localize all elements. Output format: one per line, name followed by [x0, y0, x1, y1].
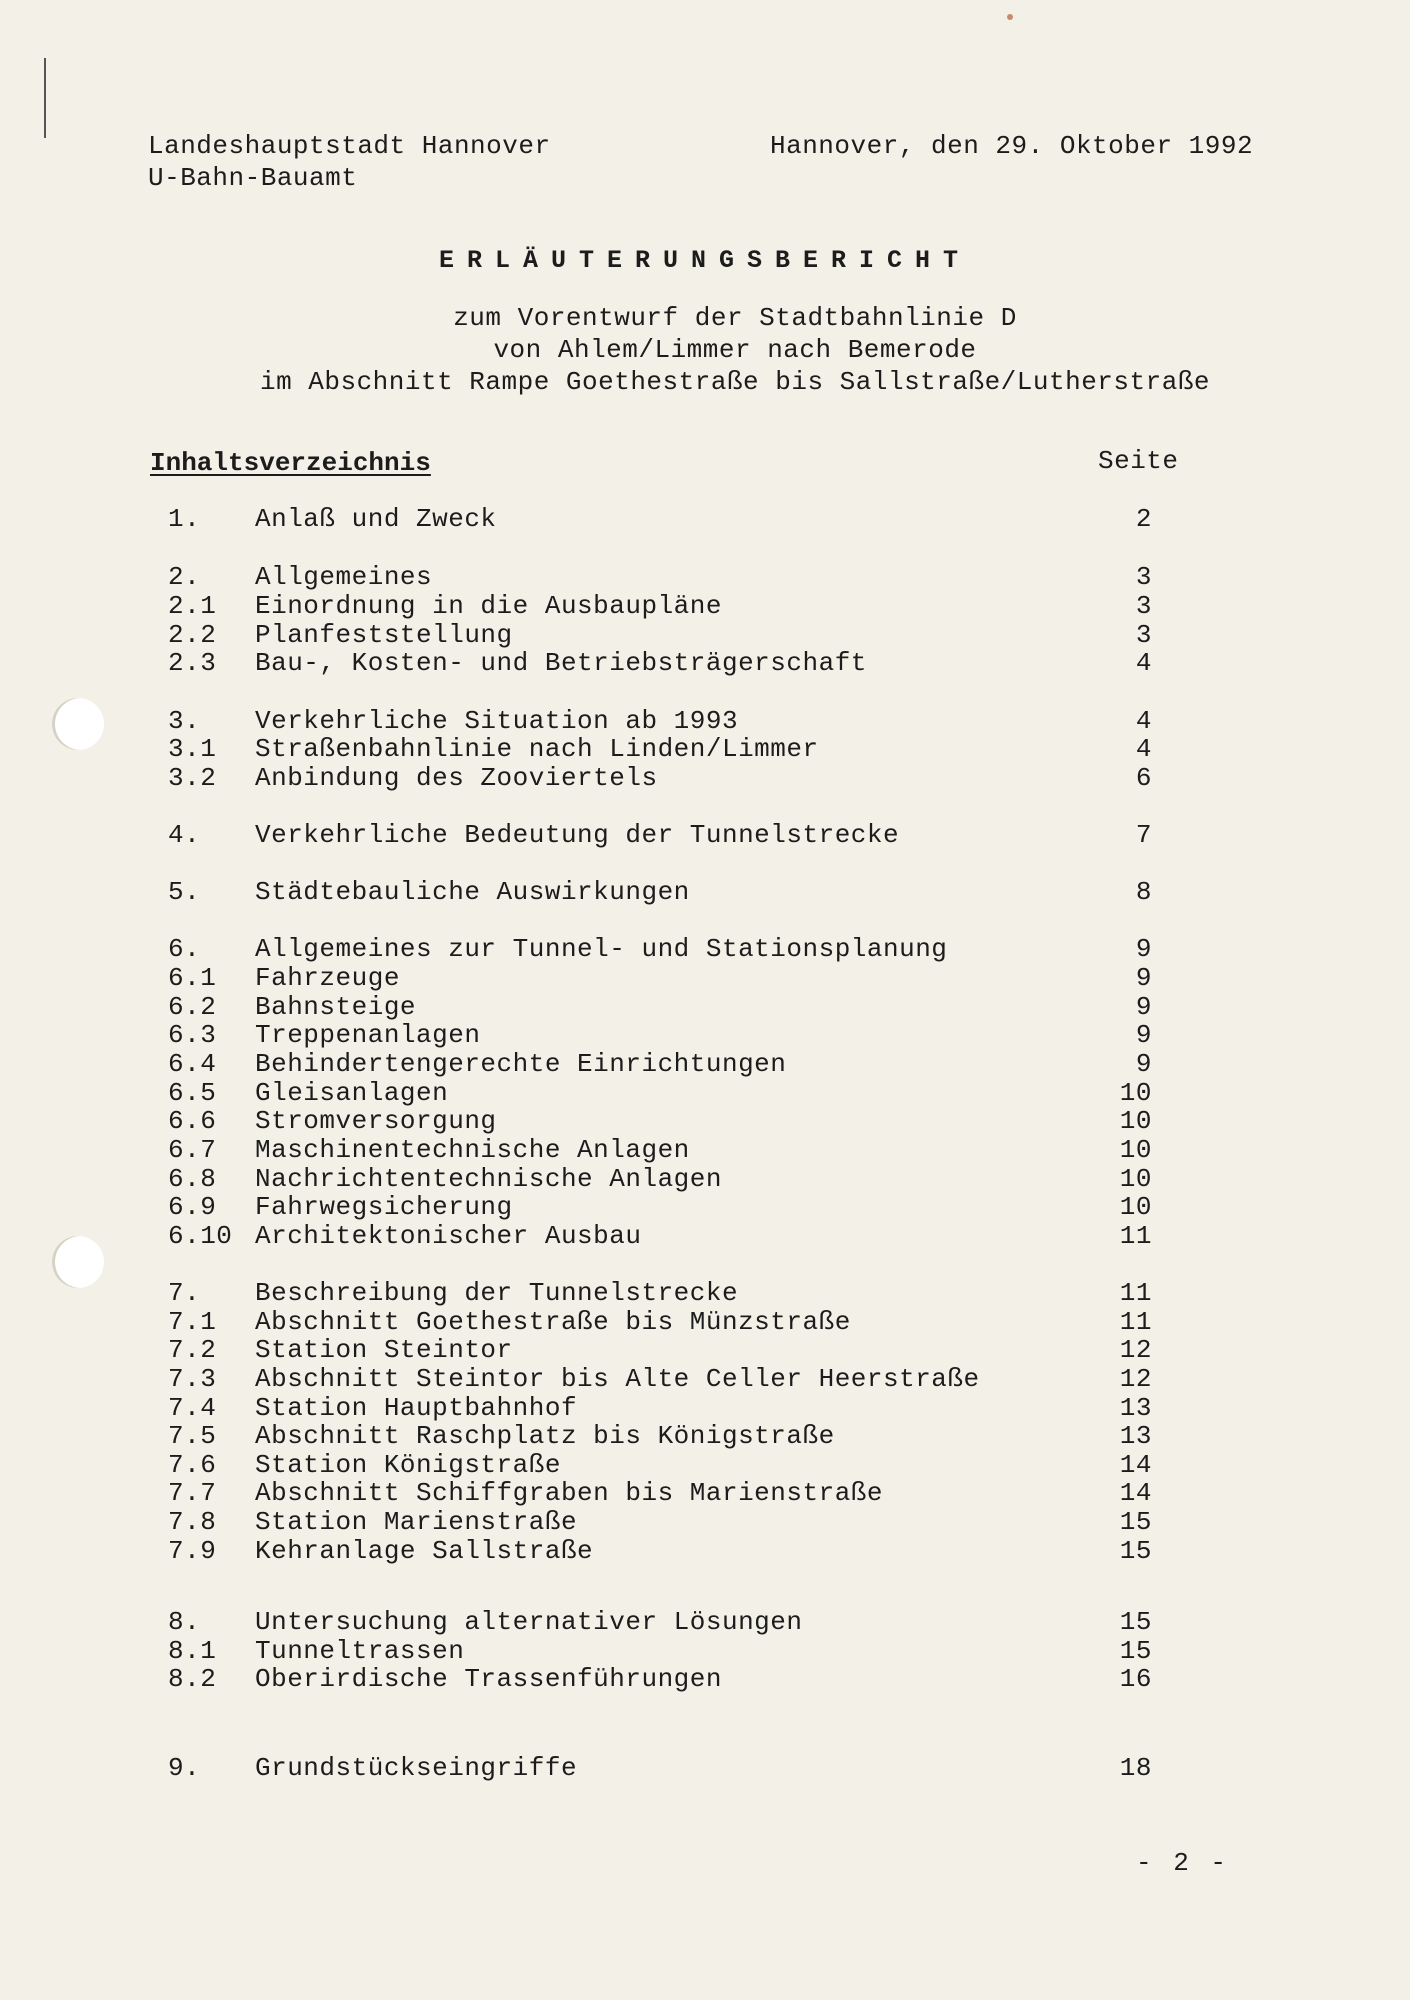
toc-entry	[0, 1335, 1410, 1365]
toc-entry-label: Bahnsteige	[255, 992, 417, 1022]
toc-entry-label: Untersuchung alternativer Lösungen	[255, 1607, 803, 1637]
toc-entry-number: 6.4	[168, 1049, 217, 1079]
toc-entry-number: 1.	[168, 504, 201, 534]
toc-entry-number: 6.10	[168, 1221, 233, 1251]
toc-entry	[0, 1536, 1410, 1566]
toc-entry-number: 7.1	[168, 1307, 217, 1337]
toc-entry-number: 7.6	[168, 1450, 217, 1480]
sender-line-2: U-Bahn-Bauamt	[148, 163, 358, 193]
toc-entry-number: 5.	[168, 877, 201, 907]
sender-block	[148, 130, 551, 194]
toc-entry-number: 3.1	[168, 734, 217, 764]
toc-entry-number: 6.1	[168, 963, 217, 993]
toc-entry-number: 6.5	[168, 1078, 217, 1108]
toc-entry-page: 13	[1119, 1421, 1152, 1451]
toc-entry	[0, 1664, 1410, 1694]
toc-entry-label: Nachrichtentechnische Anlagen	[255, 1164, 722, 1194]
toc-entry-label: Abschnitt Goethestraße bis Münzstraße	[255, 1307, 851, 1337]
toc-entry-page: 16	[1119, 1664, 1152, 1694]
subtitle-line-1: zum Vorentwurf der Stadtbahnlinie D	[453, 303, 1017, 333]
toc-entry-label: Städtebauliche Auswirkungen	[255, 877, 690, 907]
toc-entry	[0, 591, 1410, 621]
toc-entry-number: 6.8	[168, 1164, 217, 1194]
toc-entry-page: 14	[1119, 1478, 1152, 1508]
toc-entry-page: 7	[1135, 820, 1152, 850]
toc-entry	[0, 1421, 1410, 1451]
toc-entry-page: 15	[1119, 1636, 1152, 1666]
toc-entry	[0, 1106, 1410, 1136]
edge-mark	[44, 58, 46, 138]
toc-entry	[0, 1078, 1410, 1108]
toc-entry-label: Treppenanlagen	[255, 1020, 481, 1050]
toc-entry-number: 7.9	[168, 1536, 217, 1566]
toc-entry	[0, 1507, 1410, 1537]
toc-entry	[0, 992, 1410, 1022]
toc-entry-page: 13	[1119, 1393, 1152, 1423]
toc-entry-page: 11	[1119, 1307, 1152, 1337]
toc-entry-label: Abschnitt Steintor bis Alte Celler Heerstraße	[255, 1364, 980, 1394]
toc-entry-label: Architektonischer Ausbau	[255, 1221, 642, 1251]
toc-entry	[0, 562, 1410, 592]
toc-entry-number: 4.	[168, 820, 201, 850]
toc-page-column-heading: Seite	[1098, 446, 1179, 476]
toc-entry	[0, 648, 1410, 678]
toc-entry-number: 3.	[168, 706, 201, 736]
toc-entry-label: Straßenbahnlinie nach Linden/Limmer	[255, 734, 819, 764]
toc-entry-page: 14	[1119, 1450, 1152, 1480]
toc-entry-page: 9	[1135, 934, 1152, 964]
toc-entry	[0, 1753, 1410, 1783]
toc-entry	[0, 1192, 1410, 1222]
toc-entry-label: Gleisanlagen	[255, 1078, 449, 1108]
toc-entry-label: Allgemeines	[255, 562, 433, 592]
toc-entry-number: 8.	[168, 1607, 201, 1637]
toc-entry	[0, 1450, 1410, 1480]
toc-entry-label: Station Königstraße	[255, 1450, 561, 1480]
page-number-marker: - 2 -	[1136, 1848, 1230, 1878]
toc-entry-number: 6.	[168, 934, 201, 964]
toc-entry-page: 11	[1119, 1221, 1152, 1251]
toc-entry	[0, 504, 1410, 534]
subtitle-line-3: im Abschnitt Rampe Goethestraße bis Sallstraße/Lutherstraße	[259, 367, 1211, 397]
toc-entry	[0, 820, 1410, 850]
toc-entry-page: 15	[1119, 1507, 1152, 1537]
toc-entry-label: Stromversorgung	[255, 1106, 497, 1136]
toc-entry-number: 2.3	[168, 648, 217, 678]
toc-entry-number: 7.4	[168, 1393, 217, 1423]
toc-entry-number: 6.2	[168, 992, 217, 1022]
toc-entry	[0, 1307, 1410, 1337]
toc-entry-label: Grundstückseingriffe	[255, 1753, 578, 1783]
toc-entry-label: Beschreibung der Tunnelstrecke	[255, 1278, 739, 1308]
toc-entry-page: 10	[1119, 1164, 1152, 1194]
toc-entry-number: 2.	[168, 562, 201, 592]
toc-entry	[0, 1607, 1410, 1637]
toc-entry-page: 4	[1135, 706, 1152, 736]
toc-entry-page: 3	[1135, 591, 1152, 621]
toc-entry-label: Oberirdische Trassenführungen	[255, 1664, 722, 1694]
toc-entry	[0, 1636, 1410, 1666]
toc-entry	[0, 734, 1410, 764]
toc-entry-page: 9	[1135, 1049, 1152, 1079]
toc-entry-page: 18	[1119, 1753, 1152, 1783]
document-title: ERLÄUTERUNGSBERICHT	[438, 246, 972, 275]
toc-entry-number: 7.	[168, 1278, 201, 1308]
toc-entry-page: 8	[1135, 877, 1152, 907]
toc-entry-number: 2.1	[168, 591, 217, 621]
toc-entry	[0, 620, 1410, 650]
toc-entry	[0, 963, 1410, 993]
toc-entry-label: Abschnitt Schiffgraben bis Marienstraße	[255, 1478, 883, 1508]
toc-entry-number: 6.6	[168, 1106, 217, 1136]
toc-entry-page: 6	[1135, 763, 1152, 793]
toc-entry	[0, 1364, 1410, 1394]
toc-entry-label: Station Marienstraße	[255, 1507, 578, 1537]
toc-entry-page: 10	[1119, 1135, 1152, 1165]
toc-entry-label: Maschinentechnische Anlagen	[255, 1135, 690, 1165]
toc-entry-number: 7.8	[168, 1507, 217, 1537]
toc-entry-number: 7.3	[168, 1364, 217, 1394]
toc-entry-number: 9.	[168, 1753, 201, 1783]
toc-entry-page: 4	[1135, 648, 1152, 678]
toc-entry-label: Einordnung in die Ausbaupläne	[255, 591, 722, 621]
toc-entry-number: 7.2	[168, 1335, 217, 1365]
toc-entry-page: 9	[1135, 992, 1152, 1022]
toc-entry-number: 6.7	[168, 1135, 217, 1165]
toc-entry-page: 10	[1119, 1078, 1152, 1108]
toc-entry	[0, 1049, 1410, 1079]
toc-entry-label: Kehranlage Sallstraße	[255, 1536, 594, 1566]
toc-entry-page: 2	[1135, 504, 1152, 534]
toc-entry-label: Tunneltrassen	[255, 1636, 465, 1666]
toc-entry	[0, 1278, 1410, 1308]
toc-entry-page: 10	[1119, 1106, 1152, 1136]
toc-entry	[0, 1164, 1410, 1194]
toc-entry-label: Station Steintor	[255, 1335, 513, 1365]
toc-entry-label: Verkehrliche Bedeutung der Tunnelstrecke	[255, 820, 900, 850]
toc-entry-number: 3.2	[168, 763, 217, 793]
toc-entry-page: 10	[1119, 1192, 1152, 1222]
toc-entry	[0, 934, 1410, 964]
toc-entry-page: 12	[1119, 1364, 1152, 1394]
toc-entry-label: Station Hauptbahnhof	[255, 1393, 578, 1423]
toc-entry-page: 12	[1119, 1335, 1152, 1365]
toc-entry-number: 8.2	[168, 1664, 217, 1694]
toc-entry-label: Bau-, Kosten- und Betriebsträgerschaft	[255, 648, 867, 678]
toc-entry	[0, 1135, 1410, 1165]
toc-entry-page: 4	[1135, 734, 1152, 764]
toc-entry-number: 6.3	[168, 1020, 217, 1050]
toc-entry-page: 3	[1135, 562, 1152, 592]
subtitle-line-2: von Ahlem/Limmer nach Bemerode	[493, 335, 977, 365]
toc-entry	[0, 1020, 1410, 1050]
toc-entry-page: 15	[1119, 1536, 1152, 1566]
toc-entry-number: 7.5	[168, 1421, 217, 1451]
toc-entry	[0, 877, 1410, 907]
toc-entry-label: Verkehrliche Situation ab 1993	[255, 706, 739, 736]
toc-entry-label: Fahrwegsicherung	[255, 1192, 513, 1222]
toc-entry	[0, 763, 1410, 793]
toc-entry-number: 7.7	[168, 1478, 217, 1508]
toc-entry-page: 9	[1135, 1020, 1152, 1050]
document-subtitle	[180, 302, 1290, 398]
toc-entry	[0, 1221, 1410, 1251]
toc-entry-page: 15	[1119, 1607, 1152, 1637]
toc-entry-page: 3	[1135, 620, 1152, 650]
toc-entry-label: Allgemeines zur Tunnel- und Stationsplanung	[255, 934, 948, 964]
stain-dot	[1007, 14, 1013, 20]
sender-line-1: Landeshauptstadt Hannover	[148, 131, 551, 161]
toc-heading: Inhaltsverzeichnis	[150, 448, 431, 478]
toc-entry-page: 11	[1119, 1278, 1152, 1308]
toc-entry	[0, 1478, 1410, 1508]
document-date: Hannover, den 29. Oktober 1992	[770, 131, 1254, 161]
toc-entry-label: Behindertengerechte Einrichtungen	[255, 1049, 787, 1079]
toc-entry-label: Planfeststellung	[255, 620, 513, 650]
toc-entry-label: Anbindung des Zooviertels	[255, 763, 658, 793]
toc-entry-label: Anlaß und Zweck	[255, 504, 497, 534]
toc-entry-number: 2.2	[168, 620, 217, 650]
toc-entry	[0, 1393, 1410, 1423]
toc-entry-page: 9	[1135, 963, 1152, 993]
toc-entry-number: 8.1	[168, 1636, 217, 1666]
toc-entry-number: 6.9	[168, 1192, 217, 1222]
toc-entry-label: Abschnitt Raschplatz bis Königstraße	[255, 1421, 835, 1451]
toc-entry	[0, 706, 1410, 736]
toc-entry-label: Fahrzeuge	[255, 963, 400, 993]
